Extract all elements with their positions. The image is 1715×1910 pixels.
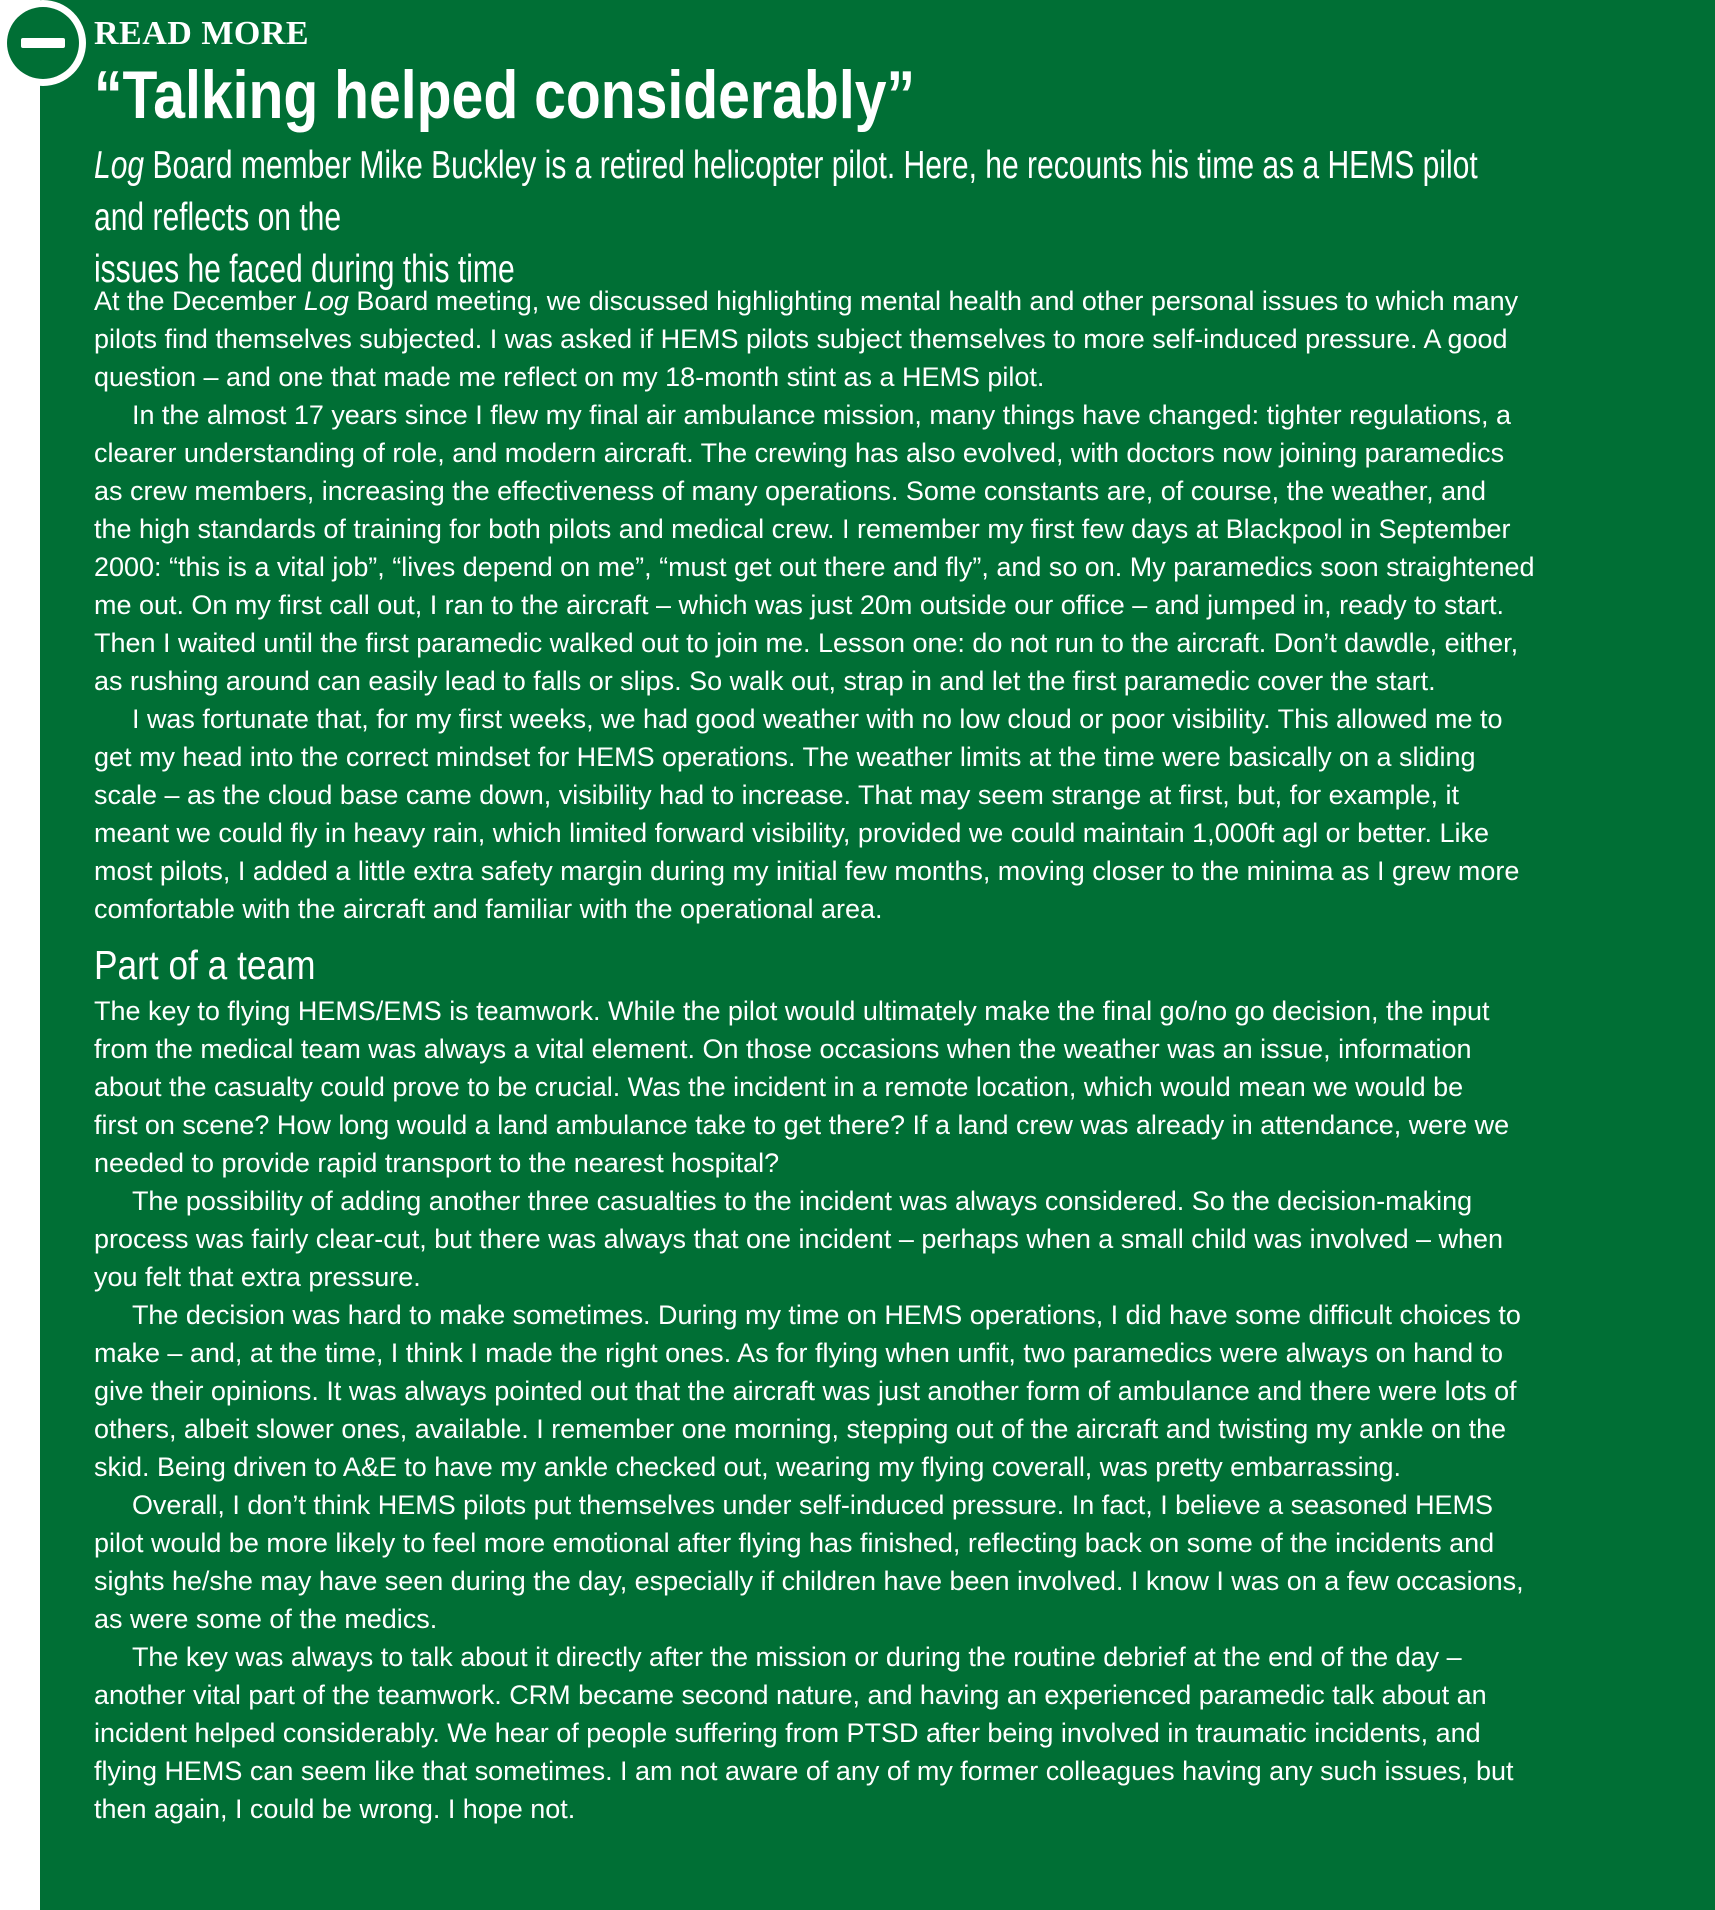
paragraph-line: I was fortunate that, for my first weeks, we had good weather with no low cloud or poor visibility. This allowed me to (131, 704, 1503, 734)
paragraph-line: get my head into the correct mindset for HEMS operations. The weather limits at the time were basically on a sliding (94, 742, 1476, 772)
paragraph-line: The decision was hard to make sometimes. During my time on HEMS operations, I did have some difficult choices to (131, 1300, 1521, 1330)
paragraph-line: from the medical team was always a vital element. On those occasions when the weather was an issue, information (94, 1034, 1472, 1064)
article-headline: “Talking helped considerably” (94, 57, 916, 133)
paragraph-line: others, albeit slower ones, available. I remember one morning, stepping out of the aircraft and twisting my ankle on the (94, 1414, 1507, 1444)
article-standfirst (94, 140, 1526, 291)
paragraph-line: as rushing around can easily lead to falls or slips. So walk out, strap in and let the first paramedic cover the start. (94, 666, 1436, 696)
paragraph-line: sights he/she may have seen during the day, especially if children have been involved. I know I was on a few occasions, (94, 1566, 1524, 1596)
standfirst-italic: Log (94, 144, 145, 187)
paragraph-line: comfortable with the aircraft and familiar with the operational area. (94, 894, 883, 924)
paragraph-line: pilots find themselves subjected. I was asked if HEMS pilots subject themselves to more self-induced pressure. A good (94, 324, 1508, 354)
paragraph-line: incident helped considerably. We hear of people suffering from PTSD after being involved in traumatic incidents, and (94, 1718, 1481, 1748)
article-paragraph (94, 1638, 1704, 1828)
paragraph-line: me out. On my first call out, I ran to the aircraft – which was just 20m outside our office – and jumped in, ready to start. (94, 590, 1504, 620)
article-paragraph (94, 992, 1704, 1182)
article-section-intro (94, 282, 1704, 928)
paragraph-line: give their opinions. It was always pointed out that the aircraft was just another form of ambulance and there were lots of (94, 1376, 1517, 1406)
paragraph-line: clearer understanding of role, and modern aircraft. The crewing has also evolved, with doctors now joining paramedics (94, 438, 1505, 468)
article-paragraph (94, 1182, 1704, 1296)
paragraph-line: question – and one that made me reflect on my 18-month stint as a HEMS pilot. (94, 362, 1045, 392)
paragraph-line: skid. Being driven to A&E to have my ankle checked out, wearing my flying coverall, was pretty embarrassing. (94, 1452, 1402, 1482)
paragraph-line: flying HEMS can seem like that sometimes. I am not aware of any of my former colleagues having any such issues, but (94, 1756, 1514, 1786)
paragraph-line: first on scene? How long would a land ambulance take to get there? If a land crew was already in attendance, were we (94, 1110, 1510, 1140)
paragraph-line: the high standards of training for both pilots and medical crew. I remember my first few days at Blackpool in September (94, 514, 1511, 544)
standfirst-line (94, 140, 1526, 244)
article-paragraph (94, 282, 1704, 396)
paragraph-line: The key was always to talk about it directly after the mission or during the routine debrief at the end of the day – (131, 1642, 1462, 1672)
paragraph-line: Then I waited until the first paramedic walked out to join me. Lesson one: do not run to the aircraft. Don’t dawdle, either, (94, 628, 1519, 658)
paragraph-line: another vital part of the teamwork. CRM became second nature, and having an experienced paramedic talk about an (94, 1680, 1487, 1710)
paragraph-line: pilot would be more likely to feel more emotional after flying has finished, reflecting back on some of the incidents and (94, 1528, 1495, 1558)
paragraph-line: process was fairly clear-cut, but there was always that one incident – perhaps when a small child was involved – when (94, 1224, 1504, 1254)
paragraph-line: then again, I could be wrong. I hope not. (94, 1794, 576, 1824)
article-paragraph (94, 700, 1704, 928)
paragraph-line: 2000: “this is a vital job”, “lives depend on me”, “must get out there and fly”, and so on. My paramedics soon straightened (94, 552, 1535, 582)
paragraph-line: In the almost 17 years since I flew my final air ambulance mission, many things have changed: tighter regulations, a (131, 400, 1512, 430)
paragraph-line: make – and, at the time, I think I made the right ones. As for flying when unfit, two paramedics were always on hand to (94, 1338, 1504, 1368)
article (94, 14, 1694, 1828)
paragraph-line: as crew members, increasing the effectiveness of many operations. Some constants are, of course, the weather, and (94, 476, 1487, 506)
paragraph-line: scale – as the cloud base came down, visibility had to increase. That may seem strange at first, but, for example, it (94, 780, 1460, 810)
paragraph-line: The possibility of adding another three casualties to the incident was always considered. So the decision-making (131, 1186, 1473, 1216)
article-paragraph (94, 1296, 1704, 1486)
minus-icon (21, 38, 65, 48)
paragraph-line: At the December Log Board meeting, we discussed highlighting mental health and other personal issues to which many (94, 286, 1519, 316)
paragraph-line: Overall, I don’t think HEMS pilots put themselves under self-induced pressure. In fact, I believe a seasoned HEMS (131, 1490, 1493, 1520)
collapse-button[interactable] (0, 0, 86, 86)
article-paragraph (94, 1486, 1704, 1638)
paragraph-line: meant we could fly in heavy rain, which limited forward visibility, provided we could maintain 1,000ft agl or better. Like (94, 818, 1490, 848)
paragraph-line: you felt that extra pressure. (94, 1262, 421, 1292)
article-body (94, 282, 1704, 1828)
article-section-team (94, 992, 1704, 1828)
badge-inner (7, 7, 79, 79)
standfirst-line: issues he faced during this time (94, 248, 515, 291)
paragraph-line: as were some of the medics. (94, 1604, 438, 1634)
article-paragraph (94, 396, 1704, 700)
paragraph-line: needed to provide rapid transport to the nearest hospital? (94, 1148, 780, 1178)
section-kicker: READ MORE (94, 15, 310, 52)
paragraph-line: about the casualty could prove to be crucial. Was the incident in a remote location, which would mean we would be (94, 1072, 1464, 1102)
paragraph-line: most pilots, I added a little extra safety margin during my initial few months, moving closer to the minima as I grew more (94, 856, 1520, 886)
paragraph-line: The key to flying HEMS/EMS is teamwork. While the pilot would ultimately make the final go/no go decision, the input (94, 996, 1490, 1026)
article-subhead: Part of a team (94, 942, 316, 988)
standfirst-text: Board member Mike Buckley is a retired helicopter pilot. Here, he recounts his time as a HEMS pilot and reflects on the (94, 144, 1478, 239)
